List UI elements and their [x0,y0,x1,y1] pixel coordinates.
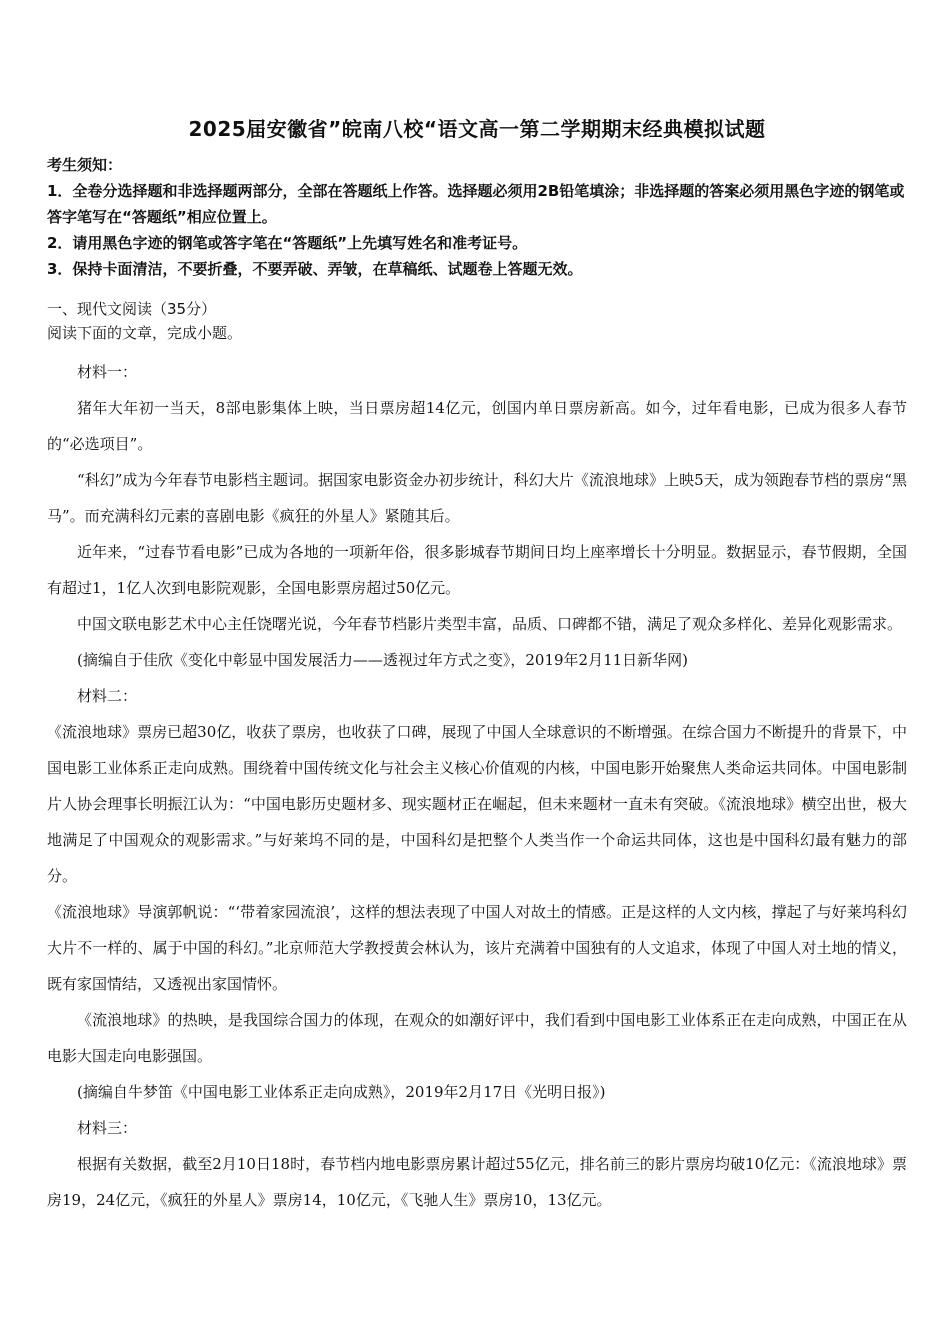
section-header [47,297,907,345]
passage-paragraph: 《流浪地球》的热映，是我国综合国力的体现，在观众的如潮好评中，我们看到中国电影工业体系正在走向成熟，中国正在从电影大国走向电影强国。 [47,1011,907,1065]
passage-paragraph: 近年来，“过春节看电影”已成为各地的一项新年俗，很多影城春节期间日均上座率增长十分明显。数据显示，春节假期，全国有超过1，1亿人次到电影院观影，全国电影票房超过50亿元。 [47,543,907,597]
notice-item-2: 2．请用黑色字迹的钢笔或答字笔在“答题纸”上先填写姓名和准考证号。 [47,234,528,252]
passage-paragraph: 《流浪地球》导演郭帆说：“‘带着家园流浪’，这样的想法表现了中国人对故土的情感。正是这样的人文内核，撑起了与好莱坞科幻大片不一样的、属于中国的科幻。”北京师范大学教授黄会林认为，该片充满着中国独有的人文追求，体现了中国人对土地的情义，既有家国情结，又透视出家国情怀。 [47,903,907,993]
page-title: 2025届安徽省”皖南八校“语文高一第二学期期末经典模拟试题 [188,117,766,141]
notice-heading: 考生须知： [47,156,123,174]
material-3-label: 材料三： [77,1119,138,1137]
reading-passage [47,354,907,1218]
candidate-notice [47,152,907,282]
section-instruction: 阅读下面的文章，完成小题。 [47,324,243,342]
passage-paragraph: “科幻”成为今年春节电影档主题词。据国家电影资金办初步统计，科幻大片《流浪地球》上映5天，成为领跑春节档的票房“黑马”。而充满科幻元素的喜剧电影《疯狂的外星人》紧随其后。 [47,471,907,525]
passage-paragraph: 《流浪地球》票房已超30亿，收获了票房，也收获了口碑，展现了中国人全球意识的不断增强。在综合国力不断提升的背景下，中国电影工业体系正走向成熟。围绕着中国传统文化与社会主义核心价值观的内核，中国电影开始聚焦人类命运共同体。中国电影制片人协会理事长明振江认为：“中国电影历史题材多、现实题材正在崛起，但未来题材一直未有突破。《流浪地球》横空出世，极大地满足了中国观众的观影需求。”与好莱坞不同的是，中国科幻是把整个人类当作一个命运共同体，这也是中国科幻最有魅力的部分。 [47,723,907,885]
passage-paragraph: 猪年大年初一当天，8部电影集体上映，当日票房超14亿元，创国内单日票房新高。如今，过年看电影，已成为很多人春节的“必选项目”。 [47,399,907,453]
notice-item-3: 3．保持卡面清洁，不要折叠，不要弄破、弄皱，在草稿纸、试题卷上答题无效。 [47,260,583,278]
notice-item-1: 1．全卷分选择题和非选择题两部分，全部在答题纸上作答。选择题必须用2B铅笔填涂；非选择题的答案必须用黑色字迹的钢笔或答字笔写在“答题纸”相应位置上。 [47,182,905,226]
section-heading: 一、现代文阅读（35分） [47,300,217,318]
material-1-label: 材料一： [77,363,138,381]
passage-paragraph: 根据有关数据，截至2月10日18时，春节档内地电影票房累计超过55亿元，排名前三的影片票房均破10亿元：《流浪地球》票房19，24亿元，《疯狂的外星人》票房14，10亿元，《飞驰人生》票房10，13亿元。 [47,1155,907,1209]
passage-paragraph: 中国文联电影艺术中心主任饶曙光说，今年春节档影片类型丰富，品质、口碑都不错，满足了观众多样化、差异化观影需求。 [77,615,903,633]
material-2-label: 材料二： [77,687,138,705]
source-citation: (摘编自于佳欣《变化中彰显中国发展活力——透视过年方式之变》，2019年2月11日新华网) [77,651,689,669]
source-citation: (摘编自牛梦笛《中国电影工业体系正走向成熟》，2019年2月17日《光明日报》) [77,1083,606,1101]
